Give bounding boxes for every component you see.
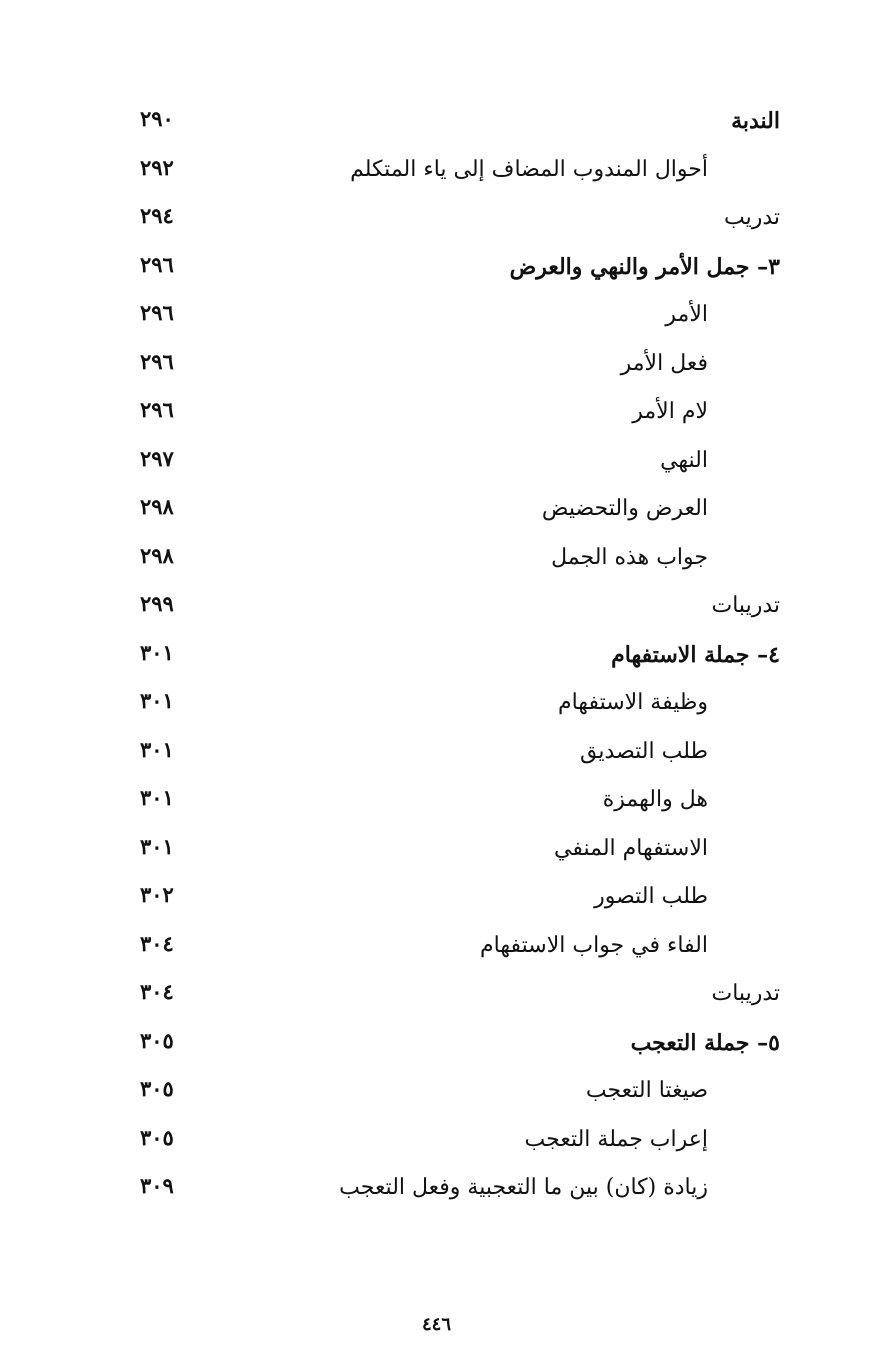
toc-entry-title: جواب هذه الجمل: [551, 544, 708, 570]
toc-entry-page: ٢٩٦: [140, 251, 174, 277]
toc-entry-title: ٥– جملة التعجب: [630, 1029, 780, 1056]
toc-entry-title: هل والهمزة: [602, 787, 708, 812]
toc-entry-title: الاستفهام المنفي: [554, 835, 708, 861]
toc-entry: [0, 243, 873, 292]
toc-entry-page: ٣٠٤: [140, 979, 174, 1004]
toc-entry: [0, 437, 873, 486]
toc-entry: [0, 291, 873, 340]
toc-entry-page: ٢٩٦: [140, 300, 174, 325]
toc-entry: [0, 146, 873, 195]
table-of-contents: [0, 97, 873, 1213]
toc-entry: [0, 825, 873, 874]
toc-entry-page: ٣٠٢: [140, 882, 174, 907]
toc-entry-title: زيادة (كان) بين ما التعجبية وفعل التعجب: [339, 1175, 708, 1200]
toc-entry-page: ٣٠١: [140, 688, 174, 713]
toc-entry-title: لام الأمر: [632, 399, 708, 424]
toc-entry: [0, 631, 873, 680]
toc-entry: [0, 1164, 873, 1213]
toc-entry-title: إعراب جملة التعجب: [524, 1126, 708, 1152]
toc-entry: [0, 679, 873, 728]
toc-entry-title: صيغتا التعجب: [585, 1078, 708, 1103]
toc-entry-page: ٣٠١: [140, 639, 174, 665]
toc-entry: [0, 194, 873, 243]
toc-entry-page: ٢٩٤: [140, 203, 174, 228]
toc-entry-title: وظيفة الاستفهام: [557, 690, 708, 715]
toc-entry-page: ٢٩٦: [140, 397, 174, 422]
toc-entry: [0, 970, 873, 1019]
toc-entry-page: ٣٠٥: [140, 1124, 174, 1150]
toc-entry-title: طلب التصديق: [580, 738, 708, 764]
toc-entry: [0, 776, 873, 825]
toc-entry-title: أحوال المندوب المضاف إلى ياء المتكلم: [350, 156, 708, 182]
toc-entry-title: تدريبات: [711, 981, 780, 1006]
toc-entry: [0, 485, 873, 534]
toc-entry-page: ٣٠١: [140, 785, 174, 810]
toc-entry: [0, 388, 873, 437]
toc-entry-page: ٢٩٧: [140, 445, 174, 471]
toc-entry-title: الندبة: [731, 108, 780, 134]
toc-entry: [0, 728, 873, 777]
toc-entry-page: ٢٩٢: [140, 154, 174, 180]
toc-entry-title: العرض والتحضيض: [541, 496, 708, 521]
toc-entry-page: ٣٠١: [140, 736, 174, 762]
toc-entry-page: ٢٩٠: [140, 106, 174, 131]
toc-entry-page: ٢٩٨: [140, 542, 174, 568]
toc-entry-page: ٢٩٨: [140, 494, 174, 519]
toc-entry: [0, 873, 873, 922]
toc-entry-title: الفاء في جواب الاستفهام: [480, 932, 708, 958]
toc-entry-page: ٣٠٥: [140, 1076, 174, 1101]
toc-entry-title: الأمر: [665, 302, 708, 327]
toc-entry-page: ٣٠١: [140, 833, 174, 859]
toc-entry-title: طلب التصور: [594, 884, 708, 909]
toc-entry-title: تدريبات: [711, 593, 780, 618]
toc-entry-page: ٣٠٩: [140, 1173, 174, 1198]
toc-entry-title: فعل الأمر: [620, 350, 708, 376]
toc-entry-page: ٣٠٥: [140, 1027, 174, 1053]
toc-entry-page: ٣٠٤: [140, 930, 174, 956]
toc-entry: [0, 1067, 873, 1116]
toc-entry: [0, 1019, 873, 1068]
toc-entry-title: ٤– جملة الاستفهام: [611, 641, 780, 668]
toc-entry: [0, 922, 873, 971]
toc-entry-title: النهي: [660, 447, 708, 473]
page-number: ٤٤٦: [421, 1314, 451, 1335]
toc-entry-page: ٢٩٦: [140, 348, 174, 374]
toc-entry-title: تدريب: [723, 205, 780, 230]
toc-entry-page: ٢٩٩: [140, 591, 174, 616]
toc-entry: [0, 582, 873, 631]
toc-entry: [0, 534, 873, 583]
toc-entry-title: ٣– جمل الأمر والنهي والعرض: [509, 253, 780, 280]
toc-entry: [0, 340, 873, 389]
toc-entry: [0, 1116, 873, 1165]
toc-entry: [0, 97, 873, 146]
